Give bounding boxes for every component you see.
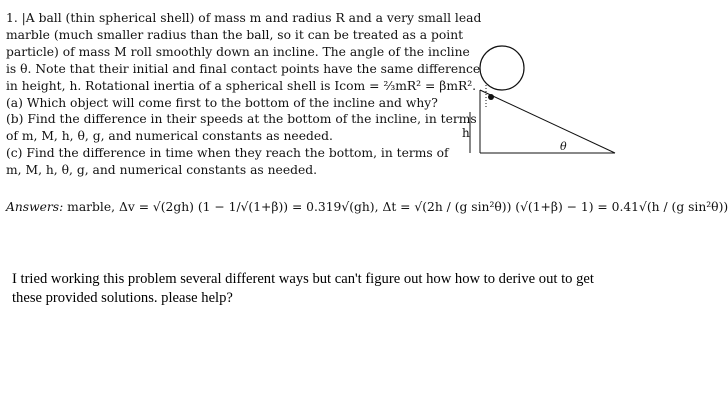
answer-delta-t: Δt = √(2h / (g sin²θ)) (√(1+β) − 1) = 0.41√(h / (g sin²θ)) bbox=[382, 200, 728, 214]
problem-line-10: m, M, h, θ, g, and numerical constants as needed. bbox=[6, 163, 318, 178]
problem-line-7: (b) Find the difference in their speeds at the bottom of the incline, in terms bbox=[6, 112, 477, 127]
question-comment bbox=[12, 270, 632, 308]
comment-line-2: these provided solutions. please help? bbox=[12, 290, 233, 306]
problem-statement bbox=[6, 10, 482, 179]
incline-slope bbox=[480, 90, 615, 153]
problem-line-6: (a) Which object will come first to the bottom of the incline and why? bbox=[6, 95, 438, 110]
height-label: h bbox=[462, 126, 470, 140]
problem-line-8: of m, M, h, θ, g, and numerical constants as needed. bbox=[6, 129, 333, 144]
problem-line-2: marble (much smaller radius than the ball, so it can be treated as a point bbox=[6, 27, 464, 42]
problem-line-4: is θ. Note that their initial and final contact points have the same difference bbox=[6, 61, 481, 76]
comment-line-1: I tried working this problem several different ways but can't figure out how how to derive out to get bbox=[12, 271, 594, 287]
answer-delta-v: Δv = √(2gh) (1 − 1/√(1+β)) = 0.319√(gh), bbox=[118, 200, 379, 214]
answers-lead: marble, bbox=[67, 200, 116, 214]
problem-line-3: particle) of mass M roll smoothly down an incline. The angle of the incline bbox=[6, 44, 470, 59]
angle-label: θ bbox=[560, 140, 567, 153]
answers-line bbox=[6, 200, 728, 214]
lead-marble bbox=[488, 94, 494, 100]
problem-line-5: in height, h. Rotational inertia of a spherical shell is Icom = ⅔mR² = βmR². bbox=[6, 78, 477, 93]
problem-line-1: 1. |A ball (thin spherical shell) of mass m and radius R and a very small lead bbox=[6, 11, 482, 25]
incline-figure bbox=[462, 40, 650, 165]
answers-label: Answers: bbox=[6, 200, 64, 214]
ball-shell bbox=[480, 46, 524, 90]
problem-line-9: (c) Find the difference in time when they reach the bottom, in terms of bbox=[6, 146, 449, 161]
